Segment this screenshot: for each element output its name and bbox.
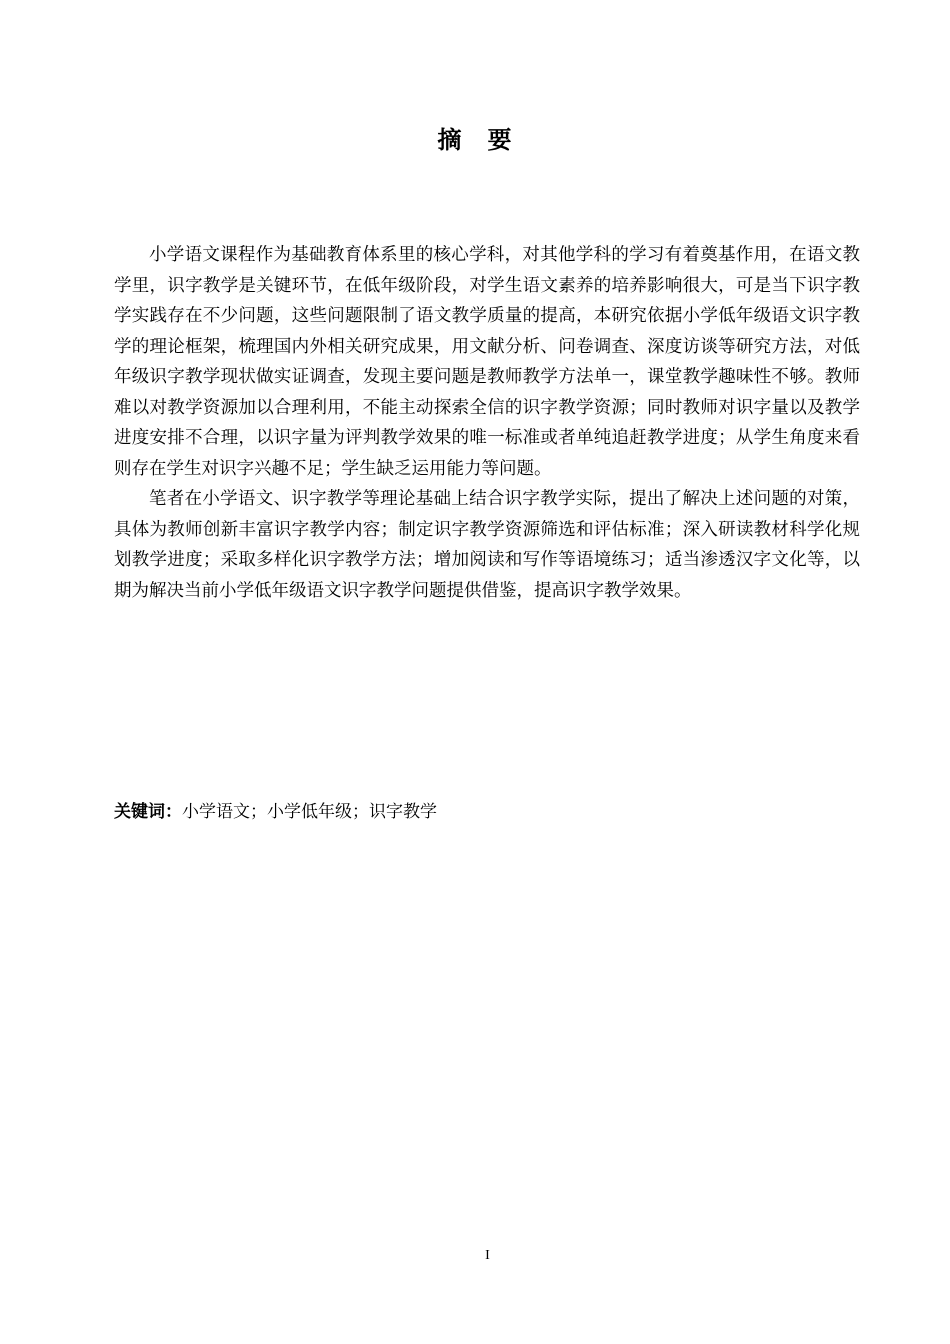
abstract-title: 摘要 — [437, 126, 538, 154]
keywords-label: 关键词： — [114, 802, 182, 822]
abstract-paragraph-2: 笔者在小学语文、识字教学等理论基础上结合识字教学实际，提出了解决上述问题的对策，具体为教师创新丰富识字教学内容；制定识字教学资源筛选和评估标准；深入研读教材科学化规划教学进度；采取多样化识字教学方法；增加阅读和写作等语境练习；适当渗透汉字文化等，以期为解决当前小学低年级语文识字教学问题提供借鉴，提高识字教学效果。 — [114, 489, 860, 601]
page-number: I — [485, 1248, 490, 1263]
keywords-text: 小学语文；小学低年级；识字教学 — [182, 802, 437, 822]
keywords-line — [114, 798, 437, 826]
abstract-body — [114, 240, 860, 606]
abstract-paragraph-1: 小学语文课程作为基础教育体系里的核心学科，对其他学科的学习有着奠基作用，在语文教学里，识字教学是关键环节，在低年级阶段，对学生语文素养的培养影响很大，可是当下识字教学实践存在不少问题，这些问题限制了语文教学质量的提高，本研究依据小学低年级语文识字教学的理论框架，梳理国内外相关研究成果，用文献分析、问卷调查、深度访谈等研究方法，对低年级识字教学现状做实证调查，发现主要问题是教师教学方法单一，课堂教学趣味性不够。教师难以对教学资源加以合理利用，不能主动探索全信的识字教学资源；同时教师对识字量以及教学进度安排不合理，以识字量为评判教学效果的唯一标准或者单纯追赶教学进度；从学生角度来看则存在学生对识字兴趣不足；学生缺乏运用能力等问题。 — [114, 245, 860, 479]
